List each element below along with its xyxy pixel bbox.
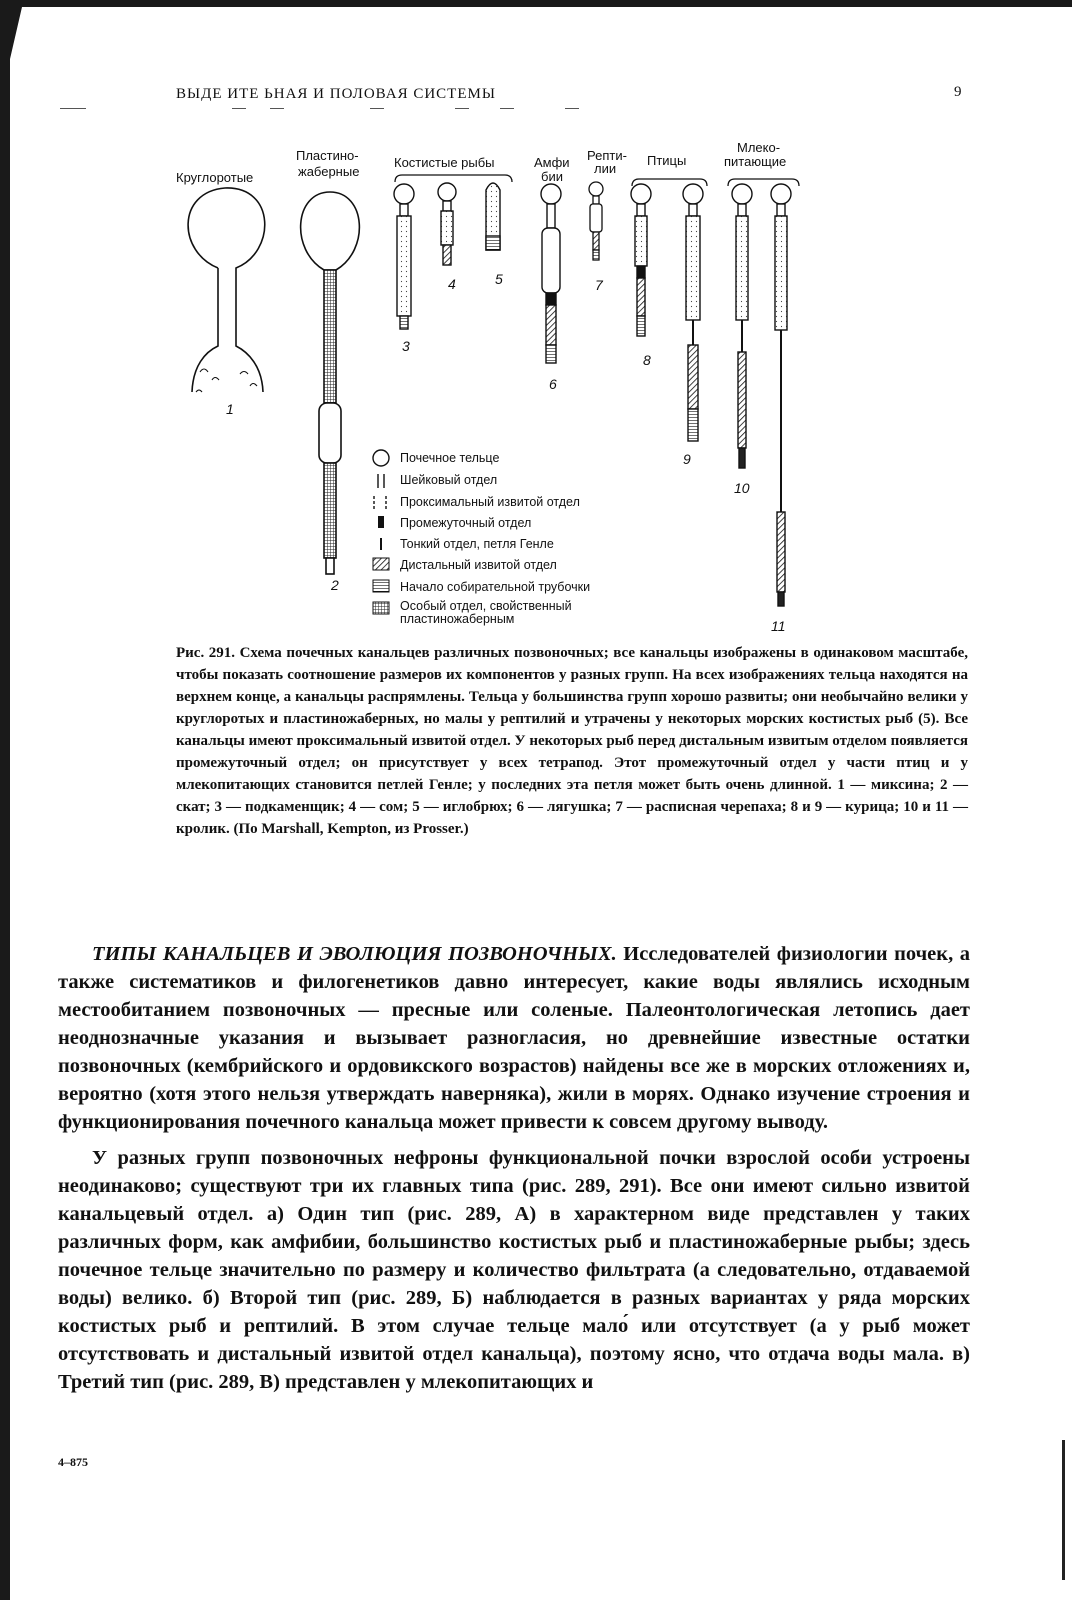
signature-mark: 4–875 (58, 1455, 88, 1469)
label-mammals-1: Млеко- (737, 140, 781, 155)
legend-swatch-intermediate (378, 516, 384, 528)
nephron-5 (486, 183, 500, 250)
legend-swatch-special (373, 602, 389, 614)
nephron-1 (188, 188, 265, 392)
label-cyclostomes: Круглоротые (176, 170, 254, 185)
label-teleosts: Костистые рыбы (394, 155, 495, 170)
label-elasmo-2: жаберные (298, 164, 360, 179)
nephron-8 (631, 184, 651, 336)
page-number: 9 (954, 84, 962, 100)
caption-text: Схема почечных канальцев различных позвоночных; все канальцы изображены в одинаковом масштабе, чтобы показать соотношение размеров их компонентов у разных групп. На всех изображениях тельца находятся на верхнем конце, а канальцы распрямлены. Тельца у большинства групп хорошо развиты; они необычайно велики у круглоротых и пластиножаберных, но малы у рептилий и утрачены у некоторых морских костистых рыб (5). Все канальцы имеют проксимальный извитой отдел. У некоторых рыб перед дистальным извитым отделом появляется промежуточный отдел; он присутствует у всех тетрапод. Этот промежуточный отдел у части птиц и у млекопитающих становится петлей Генле; у последних эта петля может быть очень длинной. 1 — миксина; 2 — скат; 3 — подкаменщик; 4 — сом; 5 — иглобрюх; 6 — лягушка; 7 — расписная черепаха; 8 и 9 — курица; 10 и 11 — кролик. (По Marshall, Kempton, из Prosser.) (176, 645, 969, 837)
nephron-number: 6 (549, 376, 557, 392)
nephron-number: 1 (226, 401, 234, 417)
bracket-teleosts (395, 175, 512, 182)
nephron-number: 9 (683, 451, 691, 467)
legend-swatch-corpuscle (373, 450, 389, 466)
legend-item: пластиножаберным (400, 612, 515, 626)
nephron-number: 2 (331, 577, 339, 593)
legend-item: Проксимальный извитой отдел (400, 495, 580, 509)
nephron-number: 8 (643, 352, 651, 368)
legend-item: Почечное тельце (400, 451, 500, 465)
nephron-7 (589, 182, 603, 260)
legend-item: Начало собирательной трубочки (400, 580, 591, 594)
legend-swatch-proximal (374, 496, 386, 510)
body-text (58, 940, 970, 1404)
figure-legend (373, 450, 590, 626)
nephron-3 (394, 184, 414, 329)
nephron-number: 3 (402, 338, 410, 354)
label-reptiles-1: Репти- (587, 148, 627, 163)
nephron-10 (732, 184, 752, 468)
legend-swatch-collecting (373, 580, 389, 592)
label-elasmo-1: Пластино- (296, 148, 359, 163)
legend-item: Шейковый отдел (400, 473, 498, 487)
nephron-9 (683, 184, 703, 441)
legend-item: Особый отдел, свойственный (400, 599, 572, 613)
legend-item: Промежуточный отдел (400, 516, 532, 530)
nephron-11 (771, 184, 791, 606)
legend-swatch-neck (378, 474, 384, 488)
nephron-2 (301, 192, 360, 574)
label-reptiles-2: лии (594, 161, 617, 176)
section-lead: ТИПЫ КАНАЛЬЦЕВ И ЭВОЛЮЦИЯ ПОЗВОНОЧНЫХ. (92, 943, 617, 965)
running-title: ВЫДЕ ИТЕ ЬНАЯ И ПОЛОВАЯ СИСТЕМЫ (176, 86, 496, 102)
label-amphi-1: Амфи (534, 155, 570, 170)
nephron-figure (0, 0, 1072, 640)
legend-item: Дистальный извитой отдел (400, 558, 557, 572)
legend-item: Тонкий отдел, петля Генле (400, 537, 554, 551)
nephron-6 (541, 184, 561, 363)
label-birds: Птицы (647, 153, 687, 168)
figure-caption (176, 642, 968, 840)
paragraph: У разных групп позвоночных нефроны функциональной почки взрослой особи устроены неодинаково; существуют три их главных типа (рис. 289, 291). Все они имеют сильно извитой канальцевый отдел. а) Один тип (рис. 289, А) в характерном виде представлен у таких различных форм, как амфибии, большинство костистых рыб и пластиножаберные рыбы; здесь почечное тельце значительно по размеру и количество фильтрата (а следовательно, отдаваемой воды) велико. б) Второй тип (рис. 289, Б) наблюдается в разных вариантах у ряда морских костистых рыб и рептилий. В этом случае тельце мало́ или отсутствует (а у рыб может отсутствовать и дистальный извитой отдел канальца), поэтому ясно, что отдача воды мала. в) Третий тип (рис. 289, В) представлен у млекопитающих и (58, 1147, 970, 1393)
label-amphi-2: бии (541, 169, 563, 184)
nephron-number: 11 (771, 618, 786, 634)
legend-swatch-distal (373, 558, 389, 570)
nephron-number: 4 (448, 276, 456, 292)
nephron-number: 10 (734, 480, 750, 496)
nephron-number: 7 (595, 277, 603, 293)
nephron-number: 5 (495, 271, 503, 287)
paragraph-text: Исследователей физиологии почек, а также систематиков и филогенетиков давно интересует, какие воды являлись исходным местообитанием позвоночных — пресные или соленые. Палеонтологическая летопись дает неоднозначные указания и вызывает разногласия, но древнейшие известные остатки позвоночных (кембрийского и ордовикского возрастов) найдены все же в морских отложениях и, вероятно (хотя этого нельзя утверждать наверняка), жили в морях. Однако изучение строения и функционирования почечного канальца может привести к совсем другому выводу. (58, 943, 971, 1133)
caption-label: Рис. 291. (176, 645, 236, 661)
label-mammals-2: питающие (724, 154, 787, 169)
nephron-4 (438, 183, 456, 265)
paragraph (58, 940, 970, 1136)
page-right-edge-mark (1062, 1440, 1065, 1580)
